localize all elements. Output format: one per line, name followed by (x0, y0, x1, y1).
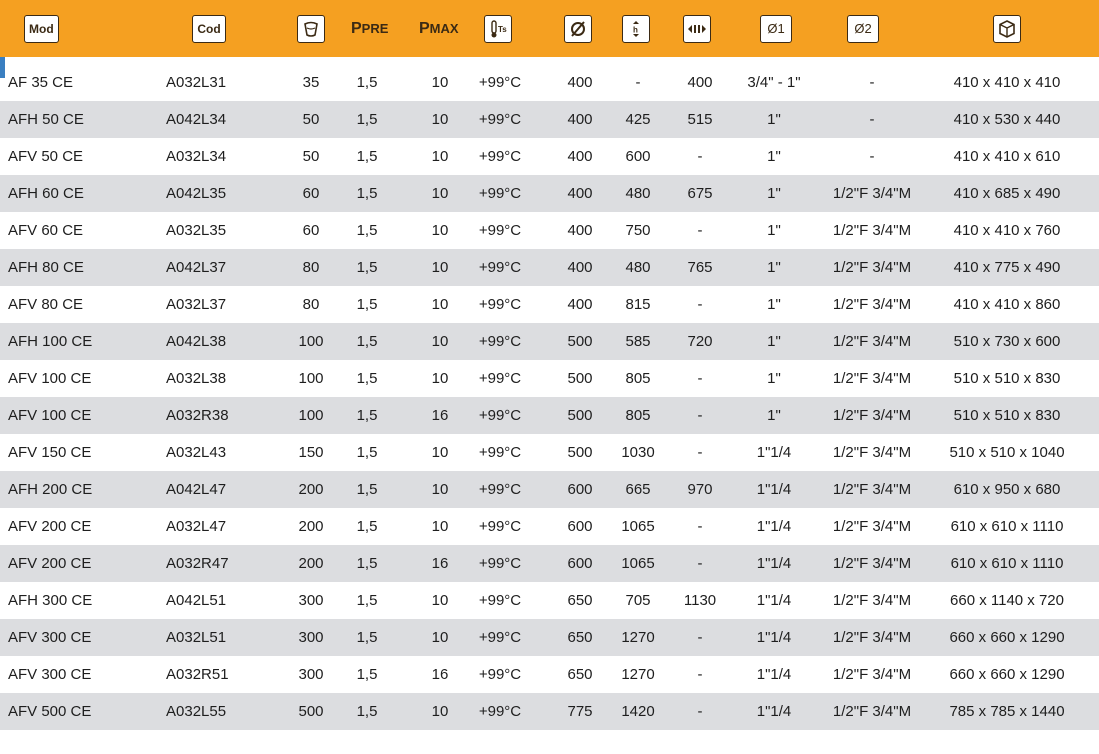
ppre-cell: 1,5 (356, 74, 378, 91)
pmax-cell: 16 (431, 407, 449, 424)
ppre-cell: 1,5 (356, 444, 378, 461)
mod-cell: AFH 80 CE (8, 259, 84, 276)
length-cell: - (697, 370, 703, 387)
capacity-cell: 80 (302, 259, 320, 276)
phi1-cell: 1"1/4 (756, 666, 792, 683)
diameter-cell: 500 (567, 444, 593, 461)
ppre-cell: 1,5 (356, 407, 378, 424)
pmax-cell: 10 (431, 74, 449, 91)
pmax-cell: 10 (431, 703, 449, 720)
ppre-cell: 1,5 (356, 629, 378, 646)
svg-text:h: h (633, 25, 638, 34)
table-row (0, 619, 1099, 656)
dimensions-cell: 410 x 685 x 490 (953, 185, 1061, 202)
length-cell: - (697, 148, 703, 165)
phi2-cell: 1/2"F 3/4"M (832, 296, 912, 313)
capacity-cell: 100 (298, 407, 324, 424)
cod-cell: A032L37 (166, 296, 227, 313)
mod-cell: AF 35 CE (8, 74, 74, 91)
mod-cell: AFV 200 CE (8, 555, 92, 572)
mod-cell: AFH 50 CE (8, 111, 84, 128)
pmax-cell: 16 (431, 555, 449, 572)
table-row (0, 434, 1099, 471)
phi1-cell: 1"1/4 (756, 444, 792, 461)
phi2-cell: 1/2"F 3/4"M (832, 703, 912, 720)
ppre-cell: 1,5 (356, 222, 378, 239)
table-row (0, 508, 1099, 545)
dimensions-cell: 610 x 610 x 1110 (950, 555, 1064, 572)
dimensions-cell: 410 x 775 x 490 (953, 259, 1061, 276)
temperature-cell: +99°C (478, 370, 522, 387)
pmax-cell: 10 (431, 296, 449, 313)
dimensions-cell: 410 x 410 x 610 (953, 148, 1061, 165)
phi1-cell: 1" (767, 148, 781, 165)
capacity-cell: 150 (298, 444, 324, 461)
dimensions-cell: 510 x 730 x 600 (953, 333, 1061, 350)
diameter-cell: 500 (567, 370, 593, 387)
mod-cell: AFV 50 CE (8, 148, 84, 165)
diameter-cell: 650 (567, 666, 593, 683)
capacity-cell: 60 (302, 185, 320, 202)
capacity-cell: 200 (298, 518, 324, 535)
dimensions-cell: 610 x 610 x 1110 (950, 518, 1064, 535)
phi1-cell: 1" (767, 296, 781, 313)
ppre-cell: 1,5 (356, 555, 378, 572)
pmax-cell: 16 (431, 666, 449, 683)
table-row (0, 582, 1099, 619)
cod-cell: A032L31 (166, 74, 227, 91)
height-cell: 1030 (621, 444, 655, 461)
length-cell: 400 (687, 74, 713, 91)
length-cell: - (697, 703, 703, 720)
table-row (0, 545, 1099, 582)
temperature-cell: +99°C (478, 666, 522, 683)
temperature-cell: +99°C (478, 222, 522, 239)
height-cell: 815 (625, 296, 651, 313)
diameter-cell: 400 (567, 111, 593, 128)
temperature-cell: +99°C (478, 629, 522, 646)
table-header (0, 0, 1099, 57)
diameter-cell: 500 (567, 333, 593, 350)
table-row (0, 693, 1099, 730)
length-cell: 720 (687, 333, 713, 350)
header-dimensions (993, 0, 1021, 57)
cod-cell: A032L51 (166, 629, 227, 646)
table-row (0, 212, 1099, 249)
phi2-cell: 1/2"F 3/4"M (832, 518, 912, 535)
cod-cell: A032L34 (166, 148, 227, 165)
pmax-cell: 10 (431, 222, 449, 239)
ppre-cell: 1,5 (356, 703, 378, 720)
ppre-cell: 1,5 (356, 370, 378, 387)
diameter-cell: 650 (567, 592, 593, 609)
length-cell: - (697, 407, 703, 424)
mod-cell: AFV 60 CE (8, 222, 84, 239)
temperature-cell: +99°C (478, 259, 522, 276)
dimensions-cell: 410 x 530 x 440 (953, 111, 1061, 128)
height-cell: 480 (625, 185, 651, 202)
table-row (0, 360, 1099, 397)
height-cell: 1420 (621, 703, 655, 720)
table-row (0, 286, 1099, 323)
phi1-label: Ø1 (760, 15, 792, 43)
length-cell: - (697, 296, 703, 313)
pmax-cell: 10 (431, 259, 449, 276)
diameter-cell: 400 (567, 74, 593, 91)
cod-cell: A032L35 (166, 222, 227, 239)
height-cell: 805 (625, 407, 651, 424)
dimensions-cell: 660 x 1140 x 720 (950, 592, 1064, 609)
phi2-cell: 1/2"F 3/4"M (832, 666, 912, 683)
capacity-cell: 100 (298, 333, 324, 350)
phi2-cell: 1/2"F 3/4"M (832, 370, 912, 387)
table-row (0, 175, 1099, 212)
header-phi1 (760, 0, 792, 57)
capacity-cell: 500 (298, 703, 324, 720)
temperature-cell: +99°C (478, 333, 522, 350)
header-length (683, 0, 711, 57)
phi1-cell: 1"1/4 (756, 703, 792, 720)
phi2-cell: 1/2"F 3/4"M (832, 481, 912, 498)
capacity-cell: 50 (302, 148, 320, 165)
package-dimensions-icon (993, 15, 1021, 43)
diameter-cell: 400 (567, 296, 593, 313)
dimensions-cell: 660 x 660 x 1290 (949, 666, 1065, 683)
ppre-cell: 1,5 (356, 111, 378, 128)
height-cell: 600 (625, 148, 651, 165)
phi2-cell: 1/2"F 3/4"M (832, 333, 912, 350)
diameter-cell: 400 (567, 222, 593, 239)
phi1-cell: 1" (767, 370, 781, 387)
cod-cell: A042L51 (166, 592, 227, 609)
height-cell: 805 (625, 370, 651, 387)
pmax-cell: 10 (431, 592, 449, 609)
cod-cell: A032R38 (166, 407, 229, 424)
header-ppre (351, 0, 388, 57)
table-row (0, 323, 1099, 360)
ppre-cell: 1,5 (356, 333, 378, 350)
temperature-cell: +99°C (478, 111, 522, 128)
ppre-cell: 1,5 (356, 259, 378, 276)
phi1-cell: 1" (767, 407, 781, 424)
ppre-cell: 1,5 (356, 518, 378, 535)
capacity-cell: 100 (298, 370, 324, 387)
mod-cell: AFV 300 CE (8, 666, 92, 683)
diameter-icon (564, 15, 592, 43)
cod-cell: A032R47 (166, 555, 229, 572)
diameter-cell: 600 (567, 555, 593, 572)
mod-cell: AFV 200 CE (8, 518, 92, 535)
ppre-cell: 1,5 (356, 592, 378, 609)
height-cell: 1270 (621, 666, 655, 683)
mod-cell: AFV 300 CE (8, 629, 92, 646)
diameter-cell: 650 (567, 629, 593, 646)
phi1-cell: 1"1/4 (756, 481, 792, 498)
mod-cell: AFH 60 CE (8, 185, 84, 202)
temperature-cell: +99°C (478, 518, 522, 535)
height-cell: 480 (625, 259, 651, 276)
capacity-cell: 80 (302, 296, 320, 313)
height-cell: 1065 (621, 555, 655, 572)
phi2-cell: 1/2"F 3/4"M (832, 222, 912, 239)
ppre-cell: 1,5 (356, 185, 378, 202)
mod-cell: AFV 500 CE (8, 703, 92, 720)
ppre-cell: 1,5 (356, 296, 378, 313)
table-row (0, 138, 1099, 175)
header-pmax (419, 0, 459, 57)
capacity-cell: 200 (298, 555, 324, 572)
capacity-cell: 300 (298, 592, 324, 609)
capacity-cell: 60 (302, 222, 320, 239)
phi1-cell: 1"1/4 (756, 592, 792, 609)
pmax-cell: 10 (431, 111, 449, 128)
height-cell: 1270 (621, 629, 655, 646)
pmax-cell: 10 (431, 629, 449, 646)
phi2-cell: - (869, 111, 875, 128)
diameter-cell: 600 (567, 481, 593, 498)
cod-cell: A042L47 (166, 481, 227, 498)
phi1-cell: 1" (767, 333, 781, 350)
phi2-cell: 1/2"F 3/4"M (832, 259, 912, 276)
cod-cell: A032R51 (166, 666, 229, 683)
length-cell: - (697, 444, 703, 461)
pmax-cell: 10 (431, 370, 449, 387)
length-cell: 675 (687, 185, 713, 202)
diameter-cell: 400 (567, 185, 593, 202)
header-temperature (484, 0, 512, 57)
temperature-cell: +99°C (478, 185, 522, 202)
temperature-cell: +99°C (478, 555, 522, 572)
header-height (622, 0, 650, 57)
svg-text:Ts: Ts (498, 24, 507, 34)
length-cell: - (697, 666, 703, 683)
temperature-cell: +99°C (478, 592, 522, 609)
dimensions-cell: 410 x 410 x 410 (953, 74, 1061, 91)
header-phi2 (847, 0, 879, 57)
cod-cell: A042L35 (166, 185, 227, 202)
height-cell: 585 (625, 333, 651, 350)
ppre-cell: 1,5 (356, 666, 378, 683)
ppre-label: PPRE (351, 19, 389, 37)
mod-cell: AFH 300 CE (8, 592, 93, 609)
table-row (0, 397, 1099, 434)
diameter-cell: 500 (567, 407, 593, 424)
table-row (0, 101, 1099, 138)
diameter-cell: 600 (567, 518, 593, 535)
phi1-cell: 3/4" - 1" (747, 74, 801, 91)
temperature-cell: +99°C (478, 481, 522, 498)
phi1-cell: 1" (767, 222, 781, 239)
phi1-cell: 1" (767, 111, 781, 128)
pmax-cell: 10 (431, 518, 449, 535)
table-row (0, 656, 1099, 693)
mod-cell: AFV 100 CE (8, 407, 92, 424)
length-cell: 515 (687, 111, 713, 128)
phi1-cell: 1" (767, 185, 781, 202)
pmax-cell: 10 (431, 333, 449, 350)
phi2-cell: - (869, 148, 875, 165)
phi2-cell: 1/2"F 3/4"M (832, 555, 912, 572)
diameter-cell: 775 (567, 703, 593, 720)
diameter-cell: 400 (567, 148, 593, 165)
phi2-cell: - (869, 74, 875, 91)
height-cell: 425 (625, 111, 651, 128)
mod-cell: AFV 80 CE (8, 296, 84, 313)
length-cell: 970 (687, 481, 713, 498)
mod-label: Mod (24, 15, 59, 43)
cod-cell: A042L34 (166, 111, 227, 128)
phi2-cell: 1/2"F 3/4"M (832, 185, 912, 202)
phi1-cell: 1" (767, 259, 781, 276)
temperature-cell: +99°C (478, 703, 522, 720)
phi2-cell: 1/2"F 3/4"M (832, 444, 912, 461)
cod-cell: A042L37 (166, 259, 227, 276)
dimensions-cell: 660 x 660 x 1290 (949, 629, 1065, 646)
temperature-cell: +99°C (478, 296, 522, 313)
mod-cell: AFH 200 CE (8, 481, 93, 498)
phi2-cell: 1/2"F 3/4"M (832, 629, 912, 646)
dimensions-cell: 610 x 950 x 680 (953, 481, 1061, 498)
thermometer-ts-icon (484, 15, 512, 43)
length-cell: - (697, 555, 703, 572)
diameter-cell: 400 (567, 259, 593, 276)
phi1-cell: 1"1/4 (756, 555, 792, 572)
capacity-cell: 300 (298, 666, 324, 683)
phi2-label: Ø2 (847, 15, 879, 43)
length-cell: - (697, 518, 703, 535)
length-cell: - (697, 629, 703, 646)
phi1-cell: 1"1/4 (756, 518, 792, 535)
cod-label: Cod (192, 15, 226, 43)
length-cell: 1130 (683, 592, 717, 609)
ppre-cell: 1,5 (356, 481, 378, 498)
phi2-cell: 1/2"F 3/4"M (832, 407, 912, 424)
height-cell: 750 (625, 222, 651, 239)
ppre-cell: 1,5 (356, 148, 378, 165)
cod-cell: A032L38 (166, 370, 227, 387)
dimensions-cell: 510 x 510 x 830 (953, 407, 1061, 424)
dimensions-cell: 785 x 785 x 1440 (949, 703, 1065, 720)
header-cod (192, 0, 226, 57)
mod-cell: AFV 100 CE (8, 370, 92, 387)
temperature-cell: +99°C (478, 444, 522, 461)
length-cell: - (697, 222, 703, 239)
dimensions-cell: 410 x 410 x 860 (953, 296, 1061, 313)
capacity-cell: 50 (302, 111, 320, 128)
length-cell: 765 (687, 259, 713, 276)
table-row (0, 64, 1099, 101)
pmax-cell: 10 (431, 148, 449, 165)
table-row (0, 249, 1099, 286)
pmax-cell: 10 (431, 444, 449, 461)
header-mod (24, 0, 59, 57)
height-cell: - (635, 74, 641, 91)
length-l-icon (683, 15, 711, 43)
dimensions-cell: 410 x 410 x 760 (953, 222, 1061, 239)
capacity-cell: 35 (302, 74, 320, 91)
height-cell: 665 (625, 481, 651, 498)
cod-cell: A042L38 (166, 333, 227, 350)
header-capacity (297, 0, 325, 57)
cod-cell: A032L55 (166, 703, 227, 720)
dimensions-cell: 510 x 510 x 1040 (949, 444, 1065, 461)
height-cell: 1065 (621, 518, 655, 535)
tank-capacity-icon (297, 15, 325, 43)
cod-cell: A032L47 (166, 518, 227, 535)
header-diameter (564, 0, 592, 57)
table-row (0, 471, 1099, 508)
temperature-cell: +99°C (478, 74, 522, 91)
phi2-cell: 1/2"F 3/4"M (832, 592, 912, 609)
capacity-cell: 300 (298, 629, 324, 646)
dimensions-cell: 510 x 510 x 830 (953, 370, 1061, 387)
pmax-cell: 10 (431, 481, 449, 498)
height-h-icon (622, 15, 650, 43)
cod-cell: A032L43 (166, 444, 227, 461)
mod-cell: AFV 150 CE (8, 444, 92, 461)
pmax-label: PMAX (419, 19, 459, 37)
capacity-cell: 200 (298, 481, 324, 498)
height-cell: 705 (625, 592, 651, 609)
mod-cell: AFH 100 CE (8, 333, 93, 350)
phi1-cell: 1"1/4 (756, 629, 792, 646)
temperature-cell: +99°C (478, 407, 522, 424)
temperature-cell: +99°C (478, 148, 522, 165)
pmax-cell: 10 (431, 185, 449, 202)
